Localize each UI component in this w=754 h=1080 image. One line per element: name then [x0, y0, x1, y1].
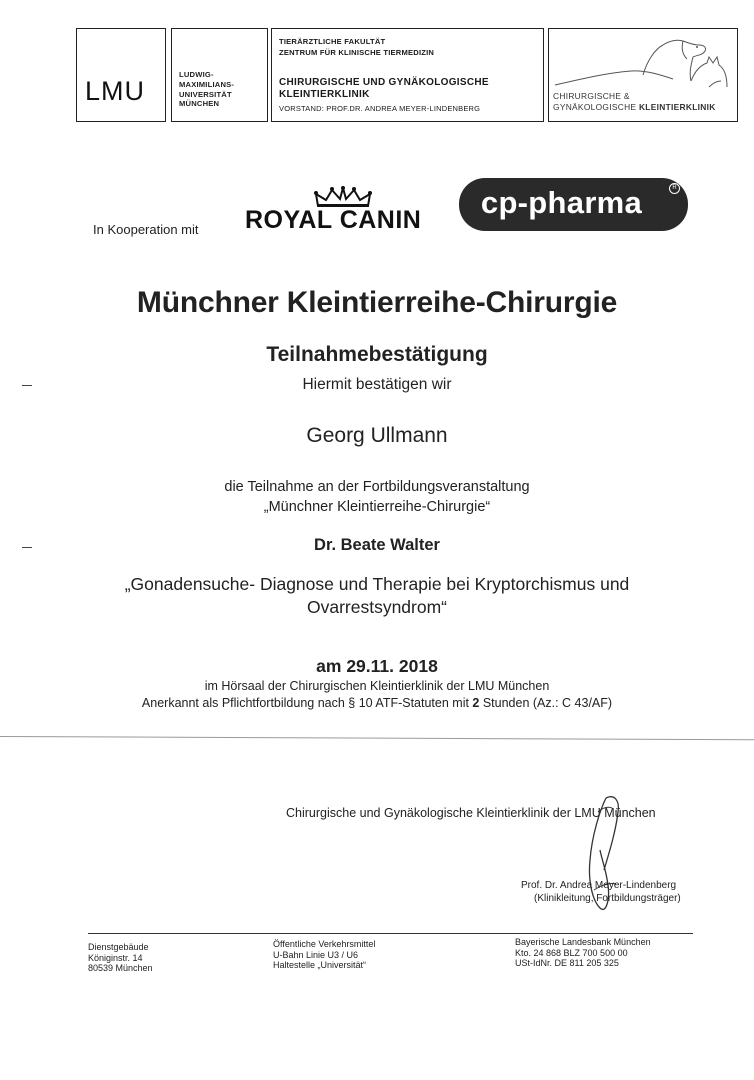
- faculty-name: TIERÄRZTLICHE FAKULTÄT: [279, 37, 386, 46]
- footer-line: Öffentliche Verkehrsmittel: [273, 939, 376, 949]
- cp-pharma-logo: [459, 178, 688, 231]
- university-name-box: [171, 28, 268, 122]
- clinic-logo-text-bold: KLEINTIERKLINIK: [638, 102, 716, 112]
- university-name-line: MAXIMILIANS-: [179, 79, 235, 89]
- footer-line: U-Bahn Linie U3 / U6: [273, 949, 359, 960]
- footer-line: Bayerische Landesbank München: [515, 937, 651, 947]
- footer-line: Haltestelle „Universität“: [273, 960, 367, 971]
- accreditation-text: [0, 696, 754, 710]
- event-location: im Hörsaal der Chirurgischen Kleintierklinik der LMU München: [204, 679, 550, 693]
- faculty-box: [271, 28, 544, 122]
- accreditation-hours: 2: [472, 696, 480, 710]
- footer-address: [88, 942, 153, 974]
- footer-line: Kto. 24 868 BLZ 700 500 00: [515, 947, 628, 958]
- series-name: „Münchner Kleintierreihe-Chirurgie“: [263, 499, 491, 515]
- confirmation-text: Hiermit bestätigen wir: [302, 376, 452, 393]
- signature-clinic: Chirurgische und Gynäkologische Kleintierklinik der LMU München: [286, 806, 656, 820]
- topic-text: „Gonadensuche- Diagnose und Therapie bei Kryptorchismus und: [124, 574, 630, 594]
- university-name-line: LUDWIG-: [179, 70, 214, 79]
- lmu-logo-box: [76, 28, 166, 122]
- cp-pharma-text: cp-pharma: [480, 185, 643, 220]
- clinic-director: VORSTAND: PROF.DR. ANDREA MEYER-LINDENBERG: [279, 104, 481, 113]
- certificate-title: Münchner Kleintierreihe-Chirurgie: [136, 286, 618, 319]
- university-name-line: UNIVERSITÄT: [179, 89, 232, 99]
- cooperation-label: In Kooperation mit: [93, 222, 199, 237]
- clinic-title-line: KLEINTIERKLINIK: [279, 89, 370, 100]
- clinic-logo-text: CHIRURGISCHE &: [553, 91, 630, 101]
- clinic-logo-text: [553, 102, 716, 112]
- certificate-heading: Teilnahmebestätigung: [266, 343, 488, 366]
- lmu-logo: LMU: [85, 76, 146, 106]
- footer-line: 80539 München: [88, 963, 153, 974]
- clinic-title-line: CHIRURGISCHE UND GYNÄKOLOGISCHE: [279, 77, 489, 88]
- participation-text: die Teilnahme an der Fortbildungsveranstaltung: [224, 479, 530, 495]
- footer-divider: [88, 933, 693, 934]
- footer-line: USt-IdNr. DE 811 205 325: [515, 958, 619, 969]
- accreditation-prefix: Anerkannt als Pflichtfortbildung nach § 10 ATF-Statuten mit: [141, 696, 473, 710]
- clinic-title: [279, 77, 539, 101]
- clinic-logo-text-part: GYNÄKOLOGISCHE: [553, 102, 639, 112]
- dog-cat-icon: [551, 35, 735, 91]
- center-name: ZENTRUM FÜR KLINISCHE TIERMEDIZIN: [279, 48, 435, 57]
- participant-name: Georg Ullmann: [306, 424, 448, 447]
- university-name: [179, 70, 267, 109]
- footer-bank: [515, 937, 651, 969]
- royal-canin-logo: ROYAL CANIN: [245, 206, 422, 234]
- clinic-logo-box: [548, 28, 738, 122]
- crown-icon: [312, 186, 374, 208]
- registered-mark: R: [669, 183, 680, 194]
- topic-text: Ovarrestsyndrom“: [306, 597, 448, 617]
- fold-line: [0, 736, 754, 740]
- university-name-line: MÜNCHEN: [179, 99, 220, 109]
- footer-transport: [273, 939, 375, 971]
- margin-mark: [22, 385, 32, 386]
- footer-line: Dienstgebäude: [88, 942, 149, 952]
- speaker-name: Dr. Beate Walter: [314, 536, 440, 554]
- signatory-name: Prof. Dr. Andrea Meyer-Lindenberg: [521, 880, 677, 891]
- footer-line: Königinstr. 14: [88, 952, 143, 963]
- event-date: am 29.11. 2018: [316, 656, 438, 676]
- accreditation-suffix: Stunden (Az.: C 43/AF): [479, 696, 613, 710]
- signatory-role: (Klinikleitung, Fortbildungsträger): [534, 893, 681, 904]
